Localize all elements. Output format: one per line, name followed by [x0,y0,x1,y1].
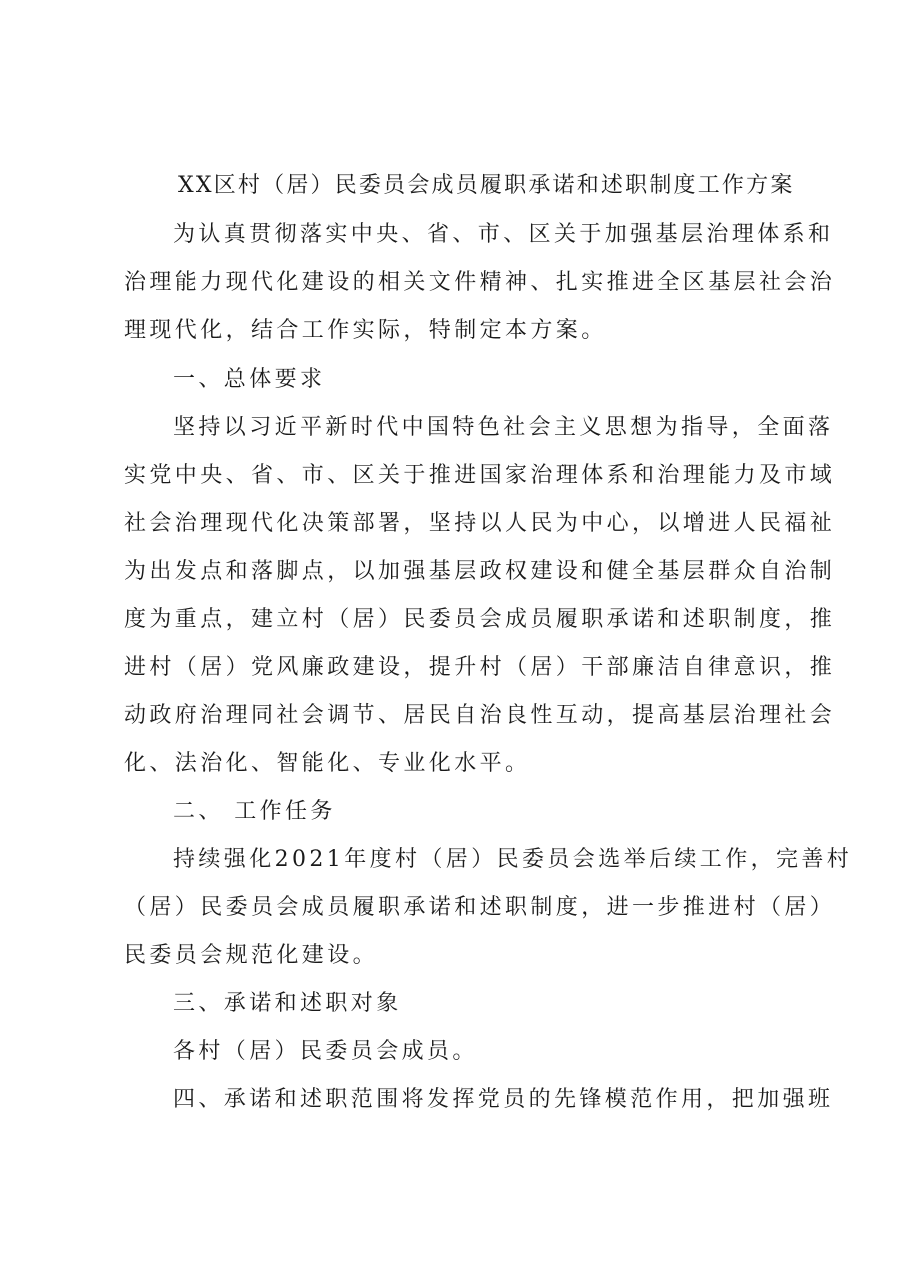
document-title: XX区村（居）民委员会成员履职承诺和述职制度工作方案 [178,173,795,198]
section-1-line-7: 动政府治理同社会调节、居民自治良性互动，提高基层治理社会 [124,703,836,728]
intro-line-2: 治理能力现代化建设的相关文件精神、扎实推进全区基层社会治 [124,270,836,295]
section-1-line-8: 化、法治化、智能化、专业化水平。 [124,751,531,776]
section-2-line-2: （居）民委员会成员履职承诺和述职制度，进一步推进村（居） [124,895,836,920]
section-2-line-3: 民委员会规范化建设。 [124,943,379,968]
section-4-line-1: 四、承诺和述职范围将发挥党员的先锋模范作用，把加强班 [173,1087,834,1112]
section-2-line-1: 持续强化2021年度村（居）民委员会选举后续工作，完善村 [173,847,853,872]
section-1-heading: 一、总体要求 [173,367,326,392]
intro-line-3: 理现代化，结合工作实际，特制定本方案。 [124,318,607,343]
section-3-line-1: 各村（居）民委员会成员。 [173,1039,478,1064]
section-1-line-1: 坚持以习近平新时代中国特色社会主义思想为指导，全面落 [173,415,834,440]
section-3-heading: 三、承诺和述职对象 [173,991,402,1016]
section-1-line-4: 为出发点和落脚点，以加强基层政权建设和健全基层群众自治制 [124,559,836,584]
section-1-line-3: 社会治理现代化决策部署，坚持以人民为中心，以增进人民福祉 [124,511,836,536]
section-1-line-5: 度为重点，建立村（居）民委员会成员履职承诺和述职制度，推 [124,607,836,632]
section-1-line-6: 进村（居）党风廉政建设，提升村（居）干部廉洁自律意识，推 [124,655,836,680]
section-1-line-2: 实党中央、省、市、区关于推进国家治理体系和治理能力及市域 [124,463,836,488]
intro-line-1: 为认真贯彻落实中央、省、市、区关于加强基层治理体系和 [173,222,834,247]
section-2-heading: 二、 工作任务 [173,799,336,824]
